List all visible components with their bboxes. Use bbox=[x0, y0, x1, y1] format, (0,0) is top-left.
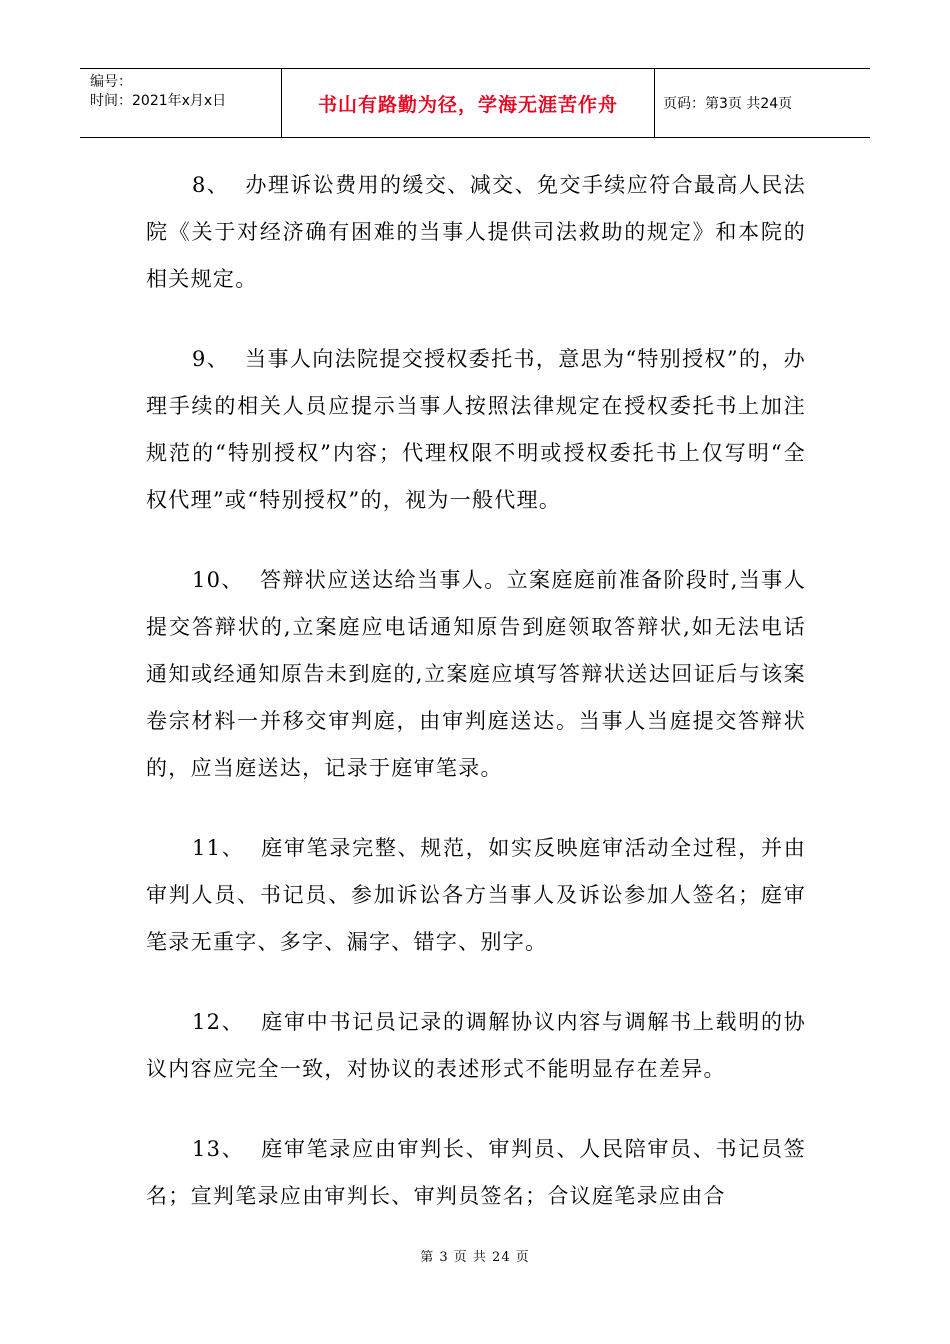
page-label: 页码：第3页 共24页 bbox=[663, 96, 793, 112]
page-footer: 第 3 页 共 24 页 bbox=[420, 1250, 530, 1265]
time-label: 时间：2021年x月x日 bbox=[90, 93, 227, 109]
motto: 书山有路勤为径，学海无涯苦作舟 bbox=[317, 93, 618, 116]
paragraph-10 bbox=[146, 557, 806, 792]
item-number: 8、 bbox=[192, 173, 230, 197]
paragraph-text: 庭审中书记员记录的调解协议内容与调解书上载明的协议内容应完全一致，对协议的表述形式不能明显存在差异。 bbox=[146, 1010, 807, 1081]
paragraph-text: 当事人向法院提交授权委托书，意思为“特别授权”的，办理手续的相关人员应提示当事人按照法律规定在授权委托书上加注规范的“特别授权”内容；代理权限不明或授权委托书上仅写明“全权代理”或“特别授权”的，视为一般代理。 bbox=[146, 347, 806, 512]
header-motto-cell bbox=[282, 69, 655, 137]
item-number: 13、 bbox=[192, 1137, 245, 1161]
item-number: 11、 bbox=[192, 836, 245, 860]
paragraph-12 bbox=[146, 999, 806, 1093]
header-meta bbox=[80, 69, 282, 137]
document-body bbox=[146, 162, 806, 1253]
paragraph-text: 办理诉讼费用的缓交、减交、免交手续应符合最高人民法院《关于对经济确有困难的当事人提供司法救助的规定》和本院的相关规定。 bbox=[146, 173, 807, 291]
item-number: 10、 bbox=[192, 568, 244, 592]
paragraph-9 bbox=[146, 336, 806, 524]
paragraph-11 bbox=[146, 825, 806, 966]
paragraph-text: 庭审笔录应由审判长、审判员、人民陪审员、书记员签名；宣判笔录应由审判长、审判员签名；合议庭笔录应由合 bbox=[146, 1137, 807, 1208]
item-number: 12、 bbox=[192, 1010, 245, 1034]
number-label: 编号： bbox=[90, 74, 132, 90]
page-header bbox=[80, 68, 870, 138]
header-page-cell bbox=[655, 69, 870, 137]
paragraph-8 bbox=[146, 162, 806, 303]
paragraph-text: 答辩状应送达给当事人。立案庭庭前准备阶段时,当事人提交答辩状的,立案庭应电话通知原告到庭领取答辩状,如无法电话通知或经通知原告未到庭的,立案庭应填写答辩状送达回证后与该案卷宗材料一并移交审判庭，由审判庭送达。当事人当庭提交答辩状的，应当庭送达，记录于庭审笔录。 bbox=[146, 568, 806, 780]
paragraph-13 bbox=[146, 1126, 806, 1220]
item-number: 9、 bbox=[192, 347, 230, 371]
paragraph-text: 庭审笔录完整、规范，如实反映庭审活动全过程，并由审判人员、书记员、参加诉讼各方当事人及诉讼参加人签名；庭审笔录无重字、多字、漏字、错字、别字。 bbox=[146, 836, 807, 954]
